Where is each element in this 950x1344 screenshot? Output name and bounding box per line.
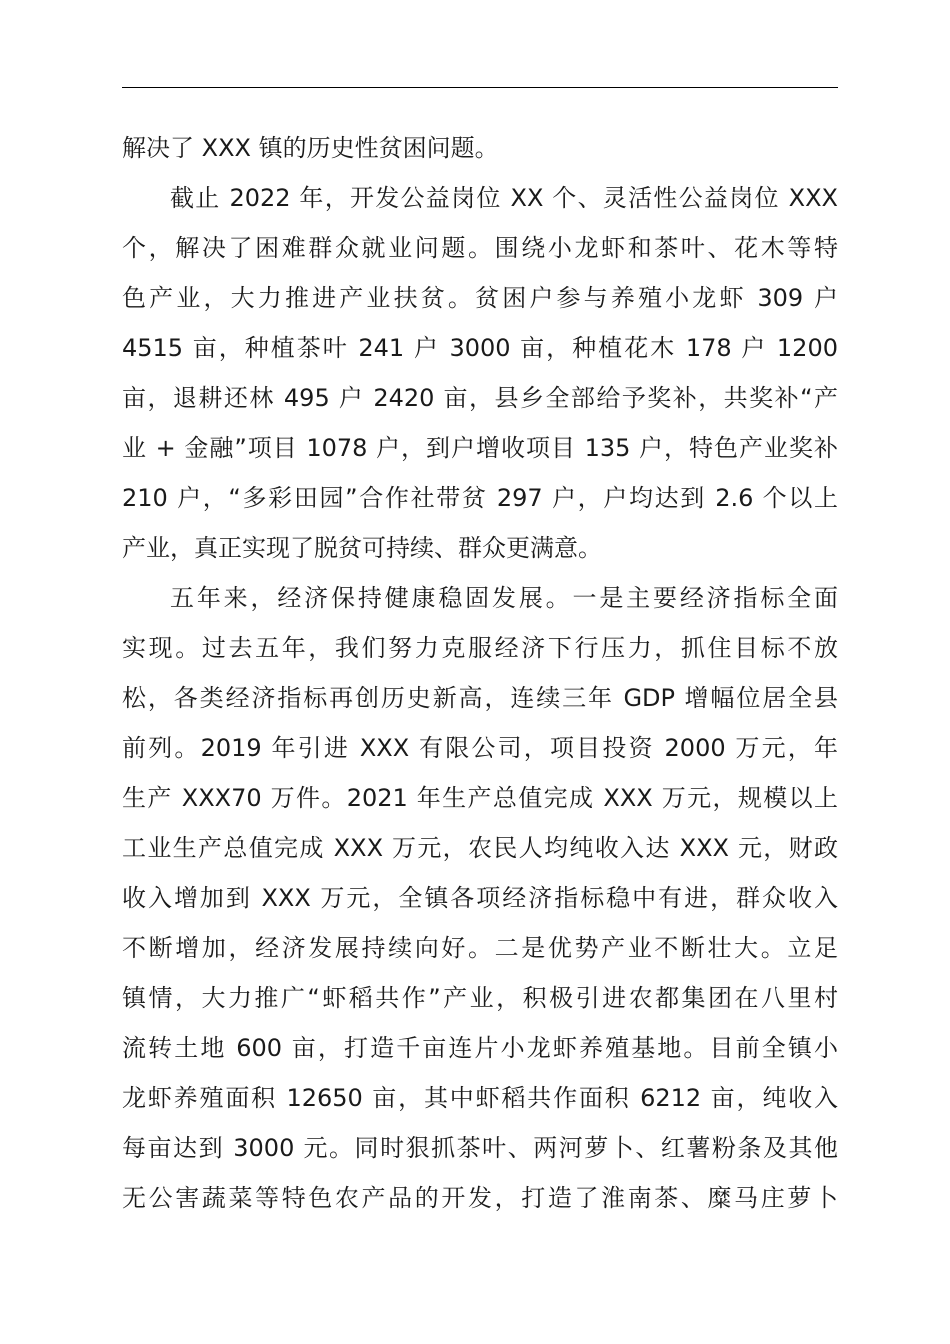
text-line: 松，各类经济指标再创历史新高，连续三年 GDP 增幅位居全县 — [122, 684, 838, 712]
text-line: 不断增加，经济发展持续向好。二是优势产业不断壮大。立足 — [122, 934, 838, 962]
text-line: 生产 XXX70 万件。2021 年生产总值完成 XXX 万元，规模以上 — [122, 784, 838, 812]
text-line: 解决了 XXX 镇的历史性贫困问题。 — [122, 134, 499, 162]
text-line: 镇情，大力推广“虾稻共作”产业，积极引进农都集团在八里村 — [122, 984, 838, 1012]
text-line: 前列。2019 年引进 XXX 有限公司，项目投资 2000 万元，年 — [122, 734, 838, 762]
text-line: 实现。过去五年，我们努力克服经济下行压力，抓住目标不放 — [122, 634, 838, 662]
text-line: 五年来，经济保持健康稳固发展。一是主要经济指标全面 — [170, 584, 838, 612]
header-rule — [122, 87, 838, 88]
text-line: 产业，真正实现了脱贫可持续、群众更满意。 — [122, 534, 602, 562]
text-line: 4515 亩，种植茶叶 241 户 3000 亩，种植花木 178 户 1200 — [122, 334, 838, 362]
text-line: 个，解决了困难群众就业问题。围绕小龙虾和茶叶、花木等特 — [122, 234, 838, 262]
text-line: 色产业，大力推进产业扶贫。贫困户参与养殖小龙虾 309 户 — [122, 284, 838, 312]
text-line: 无公害蔬菜等特色农产品的开发，打造了淮南茶、糜马庄萝卜 — [122, 1184, 838, 1212]
text-line: 工业生产总值完成 XXX 万元，农民人均纯收入达 XXX 元，财政 — [122, 834, 838, 862]
text-line: 每亩达到 3000 元。同时狠抓茶叶、两河萝卜、红薯粉条及其他 — [122, 1134, 838, 1162]
text-line: 亩，退耕还林 495 户 2420 亩，县乡全部给予奖补，共奖补“产 — [122, 384, 838, 412]
body-text — [122, 123, 838, 1223]
text-line: 210 户，“多彩田园”合作社带贫 297 户，户均达到 2.6 个以上 — [122, 484, 838, 512]
text-line: 龙虾养殖面积 12650 亩，其中虾稻共作面积 6212 亩，纯收入 — [122, 1084, 838, 1112]
text-line: 流转土地 600 亩，打造千亩连片小龙虾养殖基地。目前全镇小 — [122, 1034, 838, 1062]
text-line: 截止 2022 年，开发公益岗位 XX 个、灵活性公益岗位 XXX — [170, 184, 838, 212]
text-line: 收入增加到 XXX 万元，全镇各项经济指标稳中有进，群众收入 — [122, 884, 838, 912]
text-line: 业 + 金融”项目 1078 户，到户增收项目 135 户，特色产业奖补 — [122, 434, 838, 462]
